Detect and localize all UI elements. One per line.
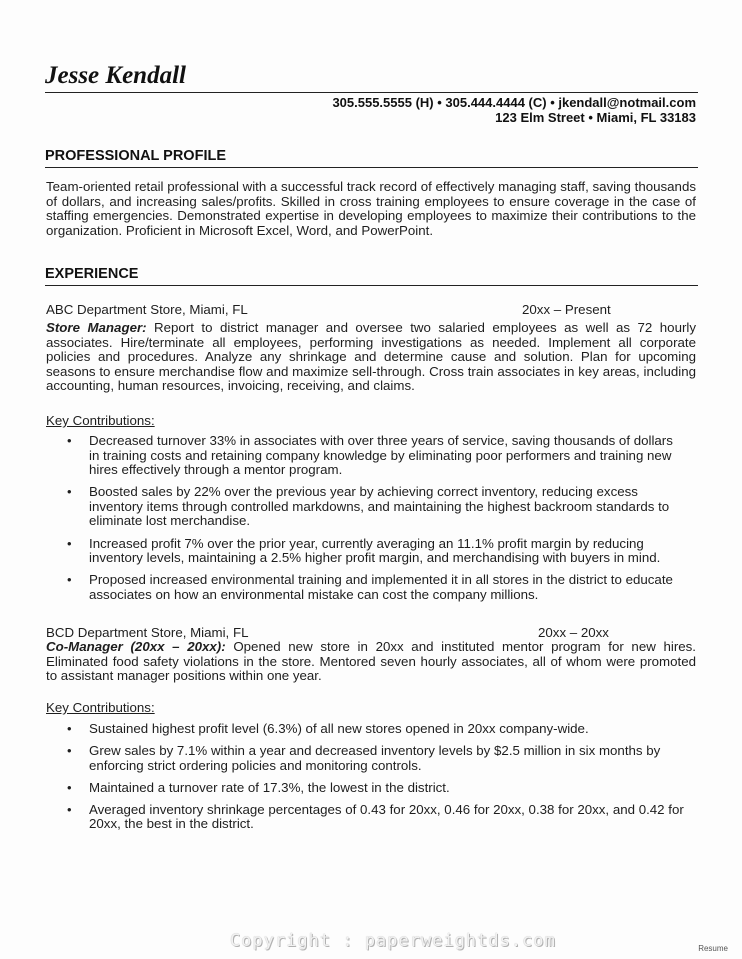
experience-rule — [45, 285, 698, 286]
profile-text: Team-oriented retail professional with a successful track record of effectively managing staff, saving thousands of dollars, and increasing sales/profits. Skilled in cross training employees to ensure coverage in the case of staffing emergencies. Demonstrated expertise in developing employees to maximize their contributions to the organization. Proficient in Microsoft Excel, Word, and PowerPoint. — [46, 179, 696, 238]
job-1-key-label: Key Contributions: — [46, 413, 155, 428]
list-item — [46, 537, 686, 566]
bullet-icon: • — [67, 779, 72, 795]
bullet-text: Averaged inventory shrinkage percentages of 0.43 for 20xx, 0.46 for 20xx, 0.38 for 20xx, and 0.42 for 20xx, the best in the district. — [89, 801, 684, 832]
bullet-text: Maintained a turnover rate of 17.3%, the lowest in the district. — [89, 779, 450, 795]
bullet-icon: • — [67, 743, 72, 759]
bullet-icon: • — [67, 535, 72, 551]
contact-line: 305.555.5555 (H) • 305.444.4444 (C) • jkendall@notmail.com — [332, 95, 696, 110]
job-2-key-label: Key Contributions: — [46, 700, 155, 715]
job-1-employer: ABC Department Store, Miami, FL — [46, 302, 248, 317]
list-item — [46, 434, 686, 478]
profile-heading: PROFESSIONAL PROFILE — [45, 148, 227, 164]
bullet-icon: • — [67, 484, 72, 500]
list-item — [46, 781, 686, 796]
list-item — [46, 485, 686, 529]
resume-name: Jesse Kendall — [45, 62, 186, 89]
bullet-text: Grew sales by 7.1% within a year and decreased inventory levels by $2.5 million in six months by enforcing strict ordering policies and monitoring controls. — [89, 743, 661, 773]
address-line: 123 Elm Street • Miami, FL 33183 — [495, 110, 696, 125]
job-2-description — [46, 640, 696, 684]
job-1-bullet-list — [46, 434, 686, 610]
job-1-dates: 20xx – Present — [522, 302, 611, 317]
bullet-text: Increased profit 7% over the prior year, currently averaging an 11.1% profit margin by reducing inventory levels, maintaining a 2.5% higher profit margin, and merchandising with buyers in mind. — [89, 535, 661, 566]
bullet-icon: • — [67, 721, 72, 736]
list-item — [46, 722, 686, 737]
header-rule — [45, 92, 698, 93]
bullet-icon: • — [67, 572, 72, 588]
bullet-text: Sustained highest profit level (6.3%) of all new stores opened in 20xx company-wide. — [89, 721, 589, 736]
copyright-watermark: Copyright : paperweightds.com — [230, 931, 556, 951]
bullet-icon: • — [67, 433, 72, 448]
bullet-icon: • — [67, 801, 72, 817]
list-item — [46, 744, 686, 773]
job-2-summary: Opened new store in 20xx and instituted mentor program for new hires. Eliminated food safety violations in the store. Mentored seven hourly associates, all of whom were promoted to assistant manager positions within one year. — [46, 639, 696, 684]
job-2-employer: BCD Department Store, Miami, FL — [46, 625, 249, 640]
list-item — [46, 573, 686, 602]
job-2-bullet-list — [46, 722, 686, 840]
job-1-description — [46, 321, 696, 394]
job-2-dates: 20xx – 20xx — [538, 625, 609, 640]
job-1-role: Store Manager: — [46, 320, 147, 335]
experience-heading: EXPERIENCE — [45, 266, 139, 282]
list-item — [46, 803, 686, 832]
profile-rule — [45, 167, 698, 168]
job-2-role: Co-Manager (20xx – 20xx): — [46, 639, 226, 654]
bullet-text: Boosted sales by 22% over the previous year by achieving correct inventory, reducing excess inventory items through controlled markdowns, and maintaining the highest backroom standards to eliminate lost merchandise. — [89, 484, 670, 529]
bullet-text: Decreased turnover 33% in associates with over three years of service, saving thousands of dollars in training costs and retaining company knowledge by eliminating poor performers and training new hires effectively through a mentor program. — [89, 433, 673, 478]
bullet-text: Proposed increased environmental training and implemented it in all stores in the district to educate associates on how an environmental mistake can cost the company millions. — [89, 572, 673, 602]
corner-label: Resume — [698, 944, 728, 953]
job-1-summary: Report to district manager and oversee two salaried employees as well as 72 hourly associates. Hire/terminate all employees, performing investigations as needed. Implement all corporate policies and procedures. Analyze any shrinkage and determine cause and solution. Plan for upcoming seasons to ensure merchandise flow and maximize sell-through. Cross train associates in key areas, including accounting, human resources, invoicing, receiving, and claims. — [46, 320, 696, 394]
